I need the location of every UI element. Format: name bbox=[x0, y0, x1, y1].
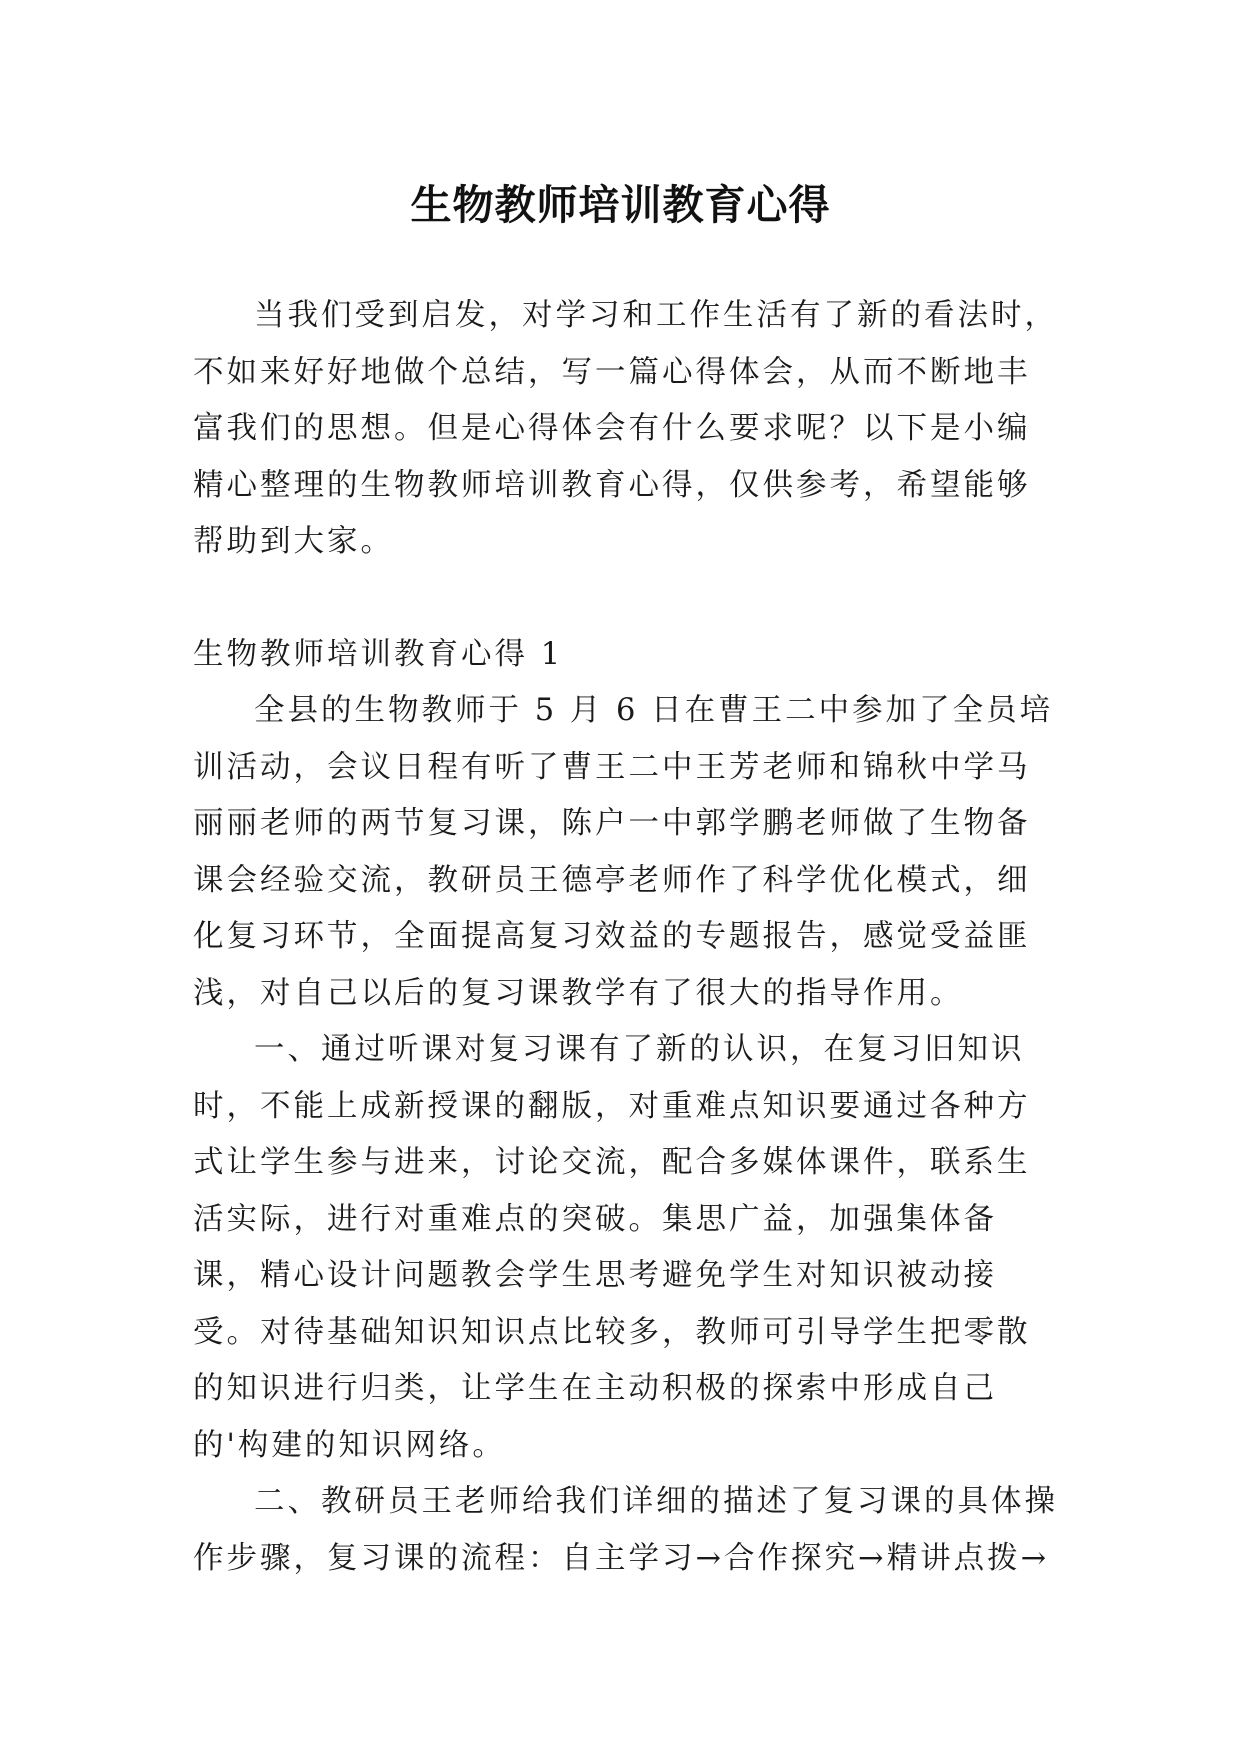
intro-paragraph: 当我们受到启发，对学习和工作生活有了新的看法时，不如来好好地做个总结，写一篇心得体会，从而不断地丰富我们的思想。但是心得体会有什么要求呢？以下是小编精心整理的生物教师培训教育心得，仅供参考，希望能够帮助到大家。 bbox=[193, 298, 1058, 559]
body-paragraph-2: 一、通过听课对复习课有了新的认识，在复习旧知识时，不能上成新授课的翻版，对重难点知识要通过各种方式让学生参与进来，讨论交流，配合多媒体课件，联系生活实际，进行对重难点的突破。集思广益，加强集体备课，精心设计问题教会学生思考避免学生对知识被动接受。对待基础知识知识点比较多，教师可引导学生把零散的知识进行归类，让学生在主动积极的探索中形成自己的'构建的知识网络。 bbox=[193, 1032, 1031, 1463]
section-heading: 生物教师培训教育心得 1 bbox=[193, 636, 564, 672]
document-title: 生物教师培训教育心得 bbox=[410, 181, 831, 230]
body-paragraph-3: 二、教研员王老师给我们详细的描述了复习课的具体操作步骤，复习课的流程：自主学习→合作探究→精讲点拨→ bbox=[193, 1484, 1058, 1576]
body-paragraph-1: 全县的生物教师于 5 月 6 日在曹王二中参加了全员培训活动，会议日程有听了曹王二中王芳老师和锦秋中学马丽丽老师的两节复习课，陈户一中郭学鹏老师做了生物备课会经验交流，教研员王德亭老师作了科学优化模式，细化复习环节，全面提高复习效益的专题报告，感觉受益匪浅，对自己以后的复习课教学有了很大的指导作用。 bbox=[193, 693, 1054, 1011]
document-body bbox=[193, 288, 1063, 1587]
